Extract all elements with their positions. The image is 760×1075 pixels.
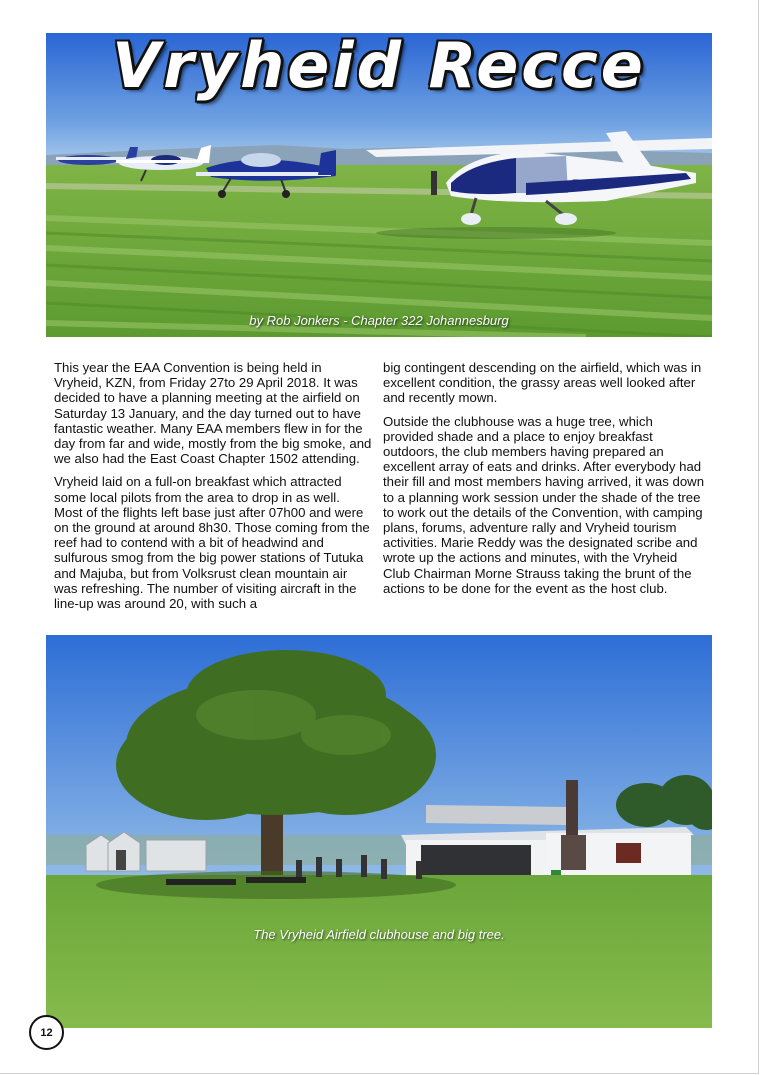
article-title: Vryheid Recce (112, 33, 646, 102)
paragraph: big contingent descending on the airfield, which was in excellent condition, the grassy areas well looked after and recently mown. (383, 360, 702, 406)
clubhouse-photo (46, 635, 712, 1028)
photo-caption: The Vryheid Airfield clubhouse and big tree. (253, 927, 505, 942)
paragraph: Outside the clubhouse was a huge tree, which provided shade and a place to enjoy breakfast outdoors, the club members having prepared an excellent array of eats and drinks. After everybody had their fill and most members having arrived, it was down to a planning work session under the shade of the tree to work out the details of the Convention, with camping plans, forums, adventure rally and Vryheid tourism activities. Marie Reddy was the designated scribe and wrote up the actions and minutes, with the Vryheid Club Chairman Morne Strauss taking the brunt of the actions to be done for the event as the host club. (383, 413, 705, 596)
plane-registration: ZS-IVC (571, 177, 611, 191)
paragraph: Vryheid laid on a full-on breakfast which attracted some local pilots from the area to drop in as well. Most of the flights left base just after 07h00 and were on the ground at around 8h30. Those coming from the reef had to contend with a bit of headwind and sulfurous smog from the big power stations of Tutuka and Majuba, but from Volksrust clean mountain air was refreshing. The number of visiting aircraft in the line-up was around 20, with such a (54, 474, 370, 612)
hero-photo (46, 33, 712, 337)
page-number: 12 (29, 1015, 64, 1050)
clubhouse-tree-image (46, 635, 712, 1028)
article-column-right (383, 360, 705, 604)
author-byline: by Rob Jonkers - Chapter 322 Johannesburg (249, 313, 509, 328)
paragraph: This year the EAA Convention is being held in Vryheid, KZN, from Friday 27to 29 April 2018. It was decided to have a planning meeting at the airfield on Saturday 13 January, and the day turned out to have fantastic weather. Many EAA members flew in for the day from far and wide, mostly from the big smoke, and we also had the East Coast Chapter 1502 attending. (54, 360, 372, 467)
article-column-left (54, 360, 372, 619)
